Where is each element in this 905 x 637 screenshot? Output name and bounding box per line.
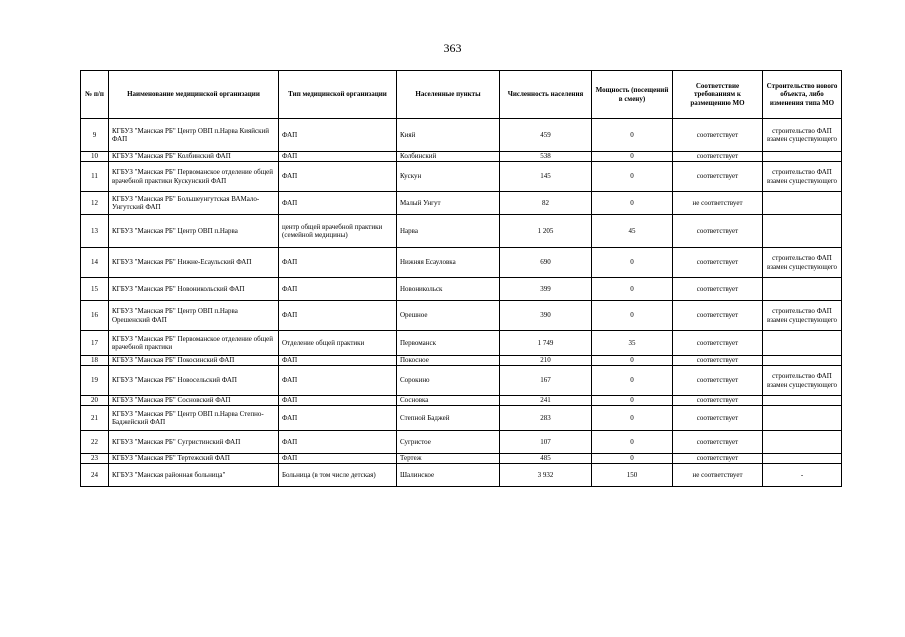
organization-type: ФАП [279, 454, 397, 464]
compliance-status: соответствует [673, 406, 763, 431]
organization-name: КГБУЗ "Манская РБ" Сугристинский ФАП [109, 431, 279, 454]
organization-type: центр общей врачебной практики (семейной медицины) [279, 215, 397, 248]
organization-type: ФАП [279, 356, 397, 366]
table-row [81, 248, 842, 278]
settlement-name: Малый Унгут [397, 192, 500, 215]
population-value: 1 749 [500, 331, 592, 356]
column-header: Соответствие требованиям к размещению МО [673, 71, 763, 119]
organization-name: КГБУЗ "Манская РБ" Покосинский ФАП [109, 356, 279, 366]
table-row [81, 396, 842, 406]
capacity-value: 0 [592, 431, 673, 454]
compliance-status: соответствует [673, 152, 763, 162]
population-value: 167 [500, 366, 592, 396]
table-row [81, 119, 842, 152]
row-number: 15 [81, 278, 109, 301]
capacity-value: 35 [592, 331, 673, 356]
table-header-row [81, 71, 842, 119]
organization-name: КГБУЗ "Манская РБ" Большеунгутская ВАМало-Унгутский ФАП [109, 192, 279, 215]
row-number: 13 [81, 215, 109, 248]
construction-note: строительство ФАП взамен существующего [763, 366, 842, 396]
population-value: 107 [500, 431, 592, 454]
organization-name: КГБУЗ "Манская РБ" Центр ОВП п.Нарва [109, 215, 279, 248]
population-value: 82 [500, 192, 592, 215]
compliance-status: соответствует [673, 454, 763, 464]
capacity-value: 0 [592, 192, 673, 215]
table-row [81, 366, 842, 396]
construction-note [763, 396, 842, 406]
compliance-status: соответствует [673, 356, 763, 366]
compliance-status: не соответствует [673, 192, 763, 215]
settlement-name: Тертеж [397, 454, 500, 464]
organization-name: КГБУЗ "Манская РБ" Центр ОВП п.Нарва Степно-Баджейский ФАП [109, 406, 279, 431]
column-header: № п/п [81, 71, 109, 119]
organization-type: ФАП [279, 192, 397, 215]
table-row [81, 192, 842, 215]
construction-note [763, 331, 842, 356]
organization-type: ФАП [279, 119, 397, 152]
column-header: Тип медицинской организации [279, 71, 397, 119]
row-number: 19 [81, 366, 109, 396]
population-value: 399 [500, 278, 592, 301]
compliance-status: соответствует [673, 215, 763, 248]
population-value: 1 205 [500, 215, 592, 248]
compliance-status: соответствует [673, 278, 763, 301]
organization-type: ФАП [279, 248, 397, 278]
capacity-value: 0 [592, 278, 673, 301]
compliance-status: соответствует [673, 119, 763, 152]
capacity-value: 0 [592, 248, 673, 278]
capacity-value: 0 [592, 366, 673, 396]
row-number: 18 [81, 356, 109, 366]
organization-type: Отделение общей практики [279, 331, 397, 356]
row-number: 20 [81, 396, 109, 406]
organization-name: КГБУЗ "Манская РБ" Тертежский ФАП [109, 454, 279, 464]
organization-type: ФАП [279, 406, 397, 431]
settlement-name: Сосновка [397, 396, 500, 406]
population-value: 3 932 [500, 464, 592, 487]
population-value: 390 [500, 301, 592, 331]
settlement-name: Сугристое [397, 431, 500, 454]
table-row [81, 454, 842, 464]
row-number: 16 [81, 301, 109, 331]
organization-type: ФАП [279, 152, 397, 162]
capacity-value: 45 [592, 215, 673, 248]
compliance-status: соответствует [673, 331, 763, 356]
row-number: 12 [81, 192, 109, 215]
organization-name: КГБУЗ "Манская РБ" Первоманское отделение общей врачебной практики [109, 331, 279, 356]
construction-note [763, 278, 842, 301]
settlement-name: Степной Баджей [397, 406, 500, 431]
settlement-name: Нижняя Есауловка [397, 248, 500, 278]
settlement-name: Первоманск [397, 331, 500, 356]
population-value: 485 [500, 454, 592, 464]
population-value: 210 [500, 356, 592, 366]
row-number: 10 [81, 152, 109, 162]
column-header: Численность населения [500, 71, 592, 119]
settlement-name: Колбинский [397, 152, 500, 162]
compliance-status: соответствует [673, 301, 763, 331]
construction-note: строительство ФАП взамен существующего [763, 162, 842, 192]
organization-type: ФАП [279, 278, 397, 301]
construction-note: - [763, 464, 842, 487]
population-value: 459 [500, 119, 592, 152]
capacity-value: 0 [592, 406, 673, 431]
organization-type: Больница (в том числе детская) [279, 464, 397, 487]
compliance-status: соответствует [673, 162, 763, 192]
column-header: Наименование медицинской организации [109, 71, 279, 119]
organization-type: ФАП [279, 396, 397, 406]
population-value: 145 [500, 162, 592, 192]
settlement-name: Сорокино [397, 366, 500, 396]
settlement-name: Нарва [397, 215, 500, 248]
construction-note: строительство ФАП взамен существующего [763, 248, 842, 278]
organization-name: КГБУЗ "Манская РБ" Новоникольский ФАП [109, 278, 279, 301]
settlement-name: Кускун [397, 162, 500, 192]
organization-name: КГБУЗ "Манская РБ" Центр ОВП п.Нарва Кияйский ФАП [109, 119, 279, 152]
table-row [81, 356, 842, 366]
compliance-status: соответствует [673, 431, 763, 454]
table-row [81, 152, 842, 162]
table-row [81, 278, 842, 301]
capacity-value: 0 [592, 454, 673, 464]
row-number: 23 [81, 454, 109, 464]
capacity-value: 0 [592, 356, 673, 366]
table-row [81, 331, 842, 356]
capacity-value: 0 [592, 152, 673, 162]
table-row [81, 431, 842, 454]
row-number: 11 [81, 162, 109, 192]
population-value: 690 [500, 248, 592, 278]
table-row [81, 162, 842, 192]
construction-note [763, 454, 842, 464]
capacity-value: 0 [592, 301, 673, 331]
settlement-name: Кияй [397, 119, 500, 152]
organization-name: КГБУЗ "Манская районная больница" [109, 464, 279, 487]
settlement-name: Новоникольск [397, 278, 500, 301]
capacity-value: 150 [592, 464, 673, 487]
compliance-status: соответствует [673, 396, 763, 406]
row-number: 14 [81, 248, 109, 278]
construction-note: строительство ФАП взамен существующего [763, 119, 842, 152]
table-row [81, 464, 842, 487]
organization-type: ФАП [279, 431, 397, 454]
compliance-status: соответствует [673, 248, 763, 278]
settlement-name: Покосное [397, 356, 500, 366]
row-number: 21 [81, 406, 109, 431]
table-row [81, 406, 842, 431]
row-number: 24 [81, 464, 109, 487]
row-number: 17 [81, 331, 109, 356]
construction-note [763, 152, 842, 162]
organization-name: КГБУЗ "Манская РБ" Колбинский ФАП [109, 152, 279, 162]
organization-type: ФАП [279, 162, 397, 192]
page-number: 363 [443, 41, 462, 55]
construction-note [763, 192, 842, 215]
organization-name: КГБУЗ "Манская РБ" Центр ОВП п.Нарва Орешенский ФАП [109, 301, 279, 331]
settlement-name: Орешное [397, 301, 500, 331]
population-value: 538 [500, 152, 592, 162]
table-row [81, 301, 842, 331]
column-header: Населенные пункты [397, 71, 500, 119]
compliance-status: соответствует [673, 366, 763, 396]
population-value: 283 [500, 406, 592, 431]
column-header: Строительство нового объекта, либо изменения типа МО [763, 71, 842, 119]
row-number: 9 [81, 119, 109, 152]
column-header: Мощность (посещений в смену) [592, 71, 673, 119]
medical-organizations-table [80, 70, 842, 487]
construction-note [763, 215, 842, 248]
table-row [81, 215, 842, 248]
capacity-value: 0 [592, 119, 673, 152]
settlement-name: Шалинское [397, 464, 500, 487]
row-number: 22 [81, 431, 109, 454]
construction-note: строительство ФАП взамен существующего [763, 301, 842, 331]
organization-name: КГБУЗ "Манская РБ" Нижне-Есаульский ФАП [109, 248, 279, 278]
construction-note [763, 431, 842, 454]
organization-type: ФАП [279, 301, 397, 331]
capacity-value: 0 [592, 396, 673, 406]
population-value: 241 [500, 396, 592, 406]
organization-name: КГБУЗ "Манская РБ" Сосновский ФАП [109, 396, 279, 406]
construction-note [763, 356, 842, 366]
organization-name: КГБУЗ "Манская РБ" Новосельский ФАП [109, 366, 279, 396]
compliance-status: не соответствует [673, 464, 763, 487]
construction-note [763, 406, 842, 431]
organization-name: КГБУЗ "Манская РБ" Первоманское отделение общей врачебной практики Кускунский ФАП [109, 162, 279, 192]
capacity-value: 0 [592, 162, 673, 192]
organization-type: ФАП [279, 366, 397, 396]
